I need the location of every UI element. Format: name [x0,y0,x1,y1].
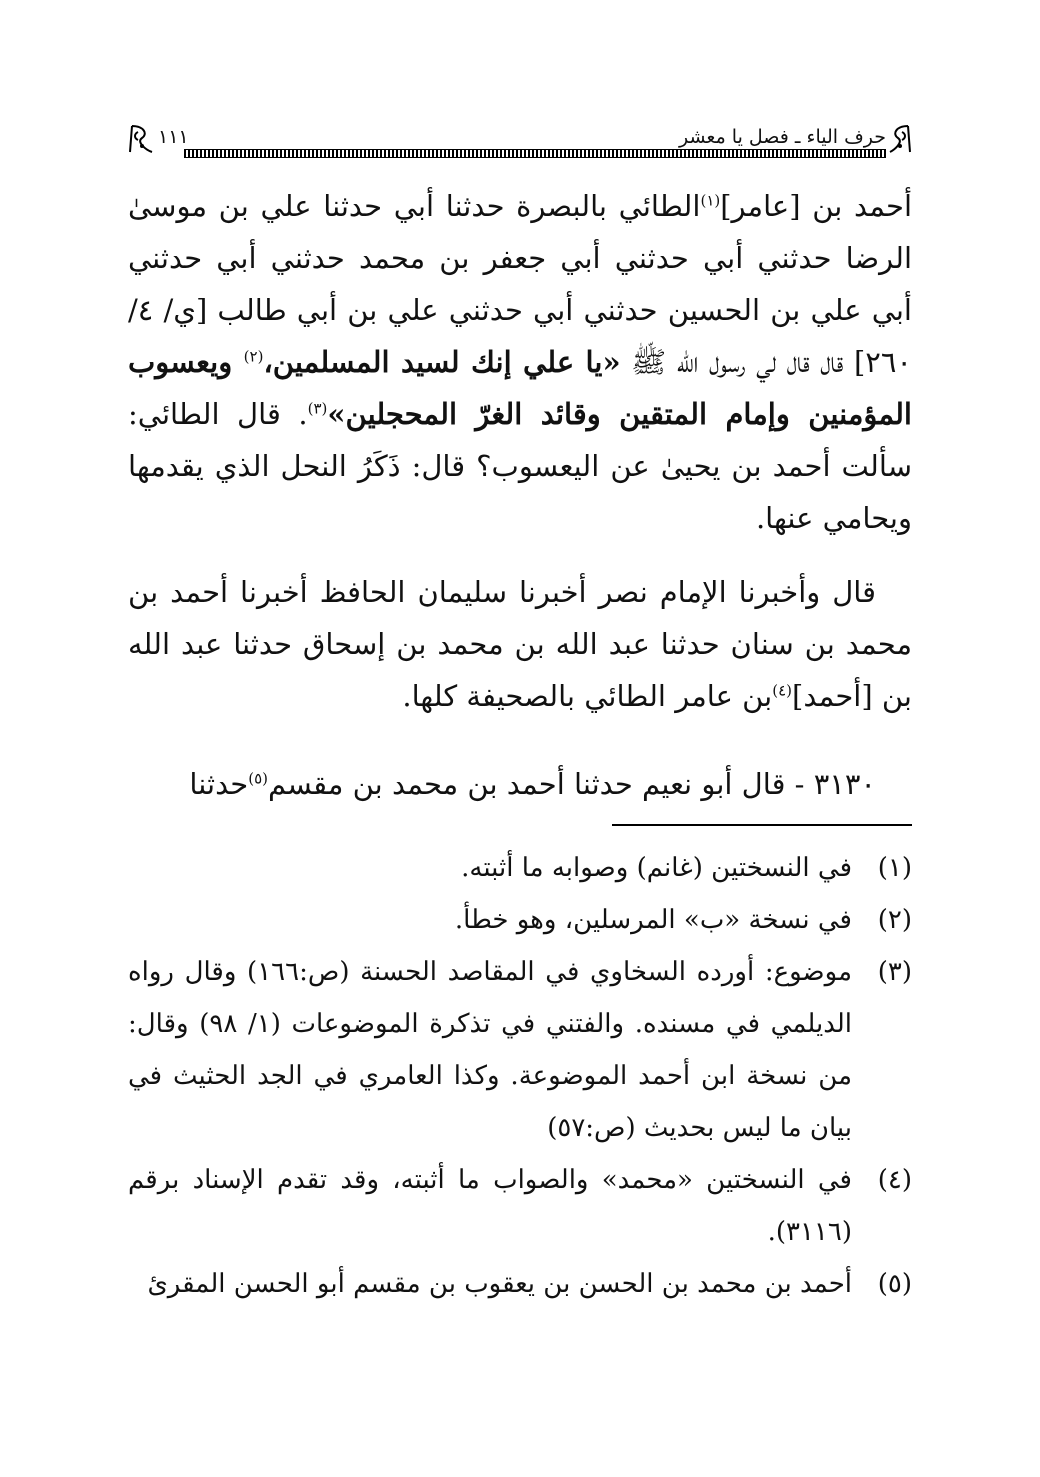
footnote-ref-5[interactable]: (٥) [248,769,269,788]
footnote-ref-1[interactable]: (١) [700,191,721,210]
footnote-3 [128,946,912,1154]
header-rule [184,149,886,158]
p3-text-2: حدثنا [189,767,249,801]
p1-text-2: الطائي بالبصرة حدثنا أبي حدثنا علي بن موسىٰ الرضا حدثني أبي حدثني أبي جعفر بن محمد حدثني أبي حدثني أبي علي بن الحسين حدثني أبي حدثني علي بن أبي طالب [ي/ ٤/ ٢٦٠] قال قال لي رسول الله ﷺ [128,189,912,379]
footnote-number: (٤) [877,1165,912,1195]
p2-text-1: قال وأخبرنا الإمام نصر أخبرنا سليمان الحافظ أخبرنا أحمد بن محمد بن سنان حدثنا عبد الله بن محمد بن إسحاق حدثنا عبد الله بن [أحمد] [128,575,912,713]
footnote-ref-2[interactable]: (٢) [243,347,264,366]
footnote-5 [128,1258,912,1310]
footnote-text: أحمد بن محمد بن الحسن بن يعقوب بن مقسم أبو الحسن المقرئ [147,1269,852,1299]
p1-text-1: أحمد بن [عامر] [720,189,913,223]
footnote-text: في النسختين (غانم) وصوابه ما أثبته. [461,853,852,883]
paragraph-3 [128,758,912,810]
header-page-number: ١١١ [158,126,189,148]
paragraph-2 [128,566,912,722]
p1-hadith-part-1: «يا علي إنك لسيد المسلمين، [263,345,621,379]
footnote-number: (٣) [877,957,912,987]
p2-text-2: بن عامر الطائي بالصحيفة كلها. [402,679,773,713]
footnote-number: (٥) [877,1269,912,1299]
footnote-text: في نسخة «ب» المرسلين، وهو خطأ. [454,905,852,935]
footnote-number: (٢) [877,905,912,935]
footnotes-list [128,842,912,1310]
footnote-divider [612,824,912,826]
paragraph-1 [128,180,912,544]
footnote-ref-4[interactable]: (٤) [772,681,793,700]
footnote-1 [128,842,912,894]
footnote-2 [128,894,912,946]
header-title: حرف الياء ـ فصل يا معشر [678,126,886,148]
footnote-text: في النسختين «محمد» والصواب ما أثبته، وقد تقدم الإسناد برقم (٣١١٦). [128,1165,852,1247]
header-ornament-right-icon [888,122,912,156]
footnote-ref-3[interactable]: (٣) [307,399,328,418]
page-header [128,122,912,170]
footnote-4 [128,1154,912,1258]
p3-text-1: ٣١٣٠ - قال أبو نعيم حدثنا أحمد بن محمد بن مقسم [268,767,876,801]
p1-text-3: . قال الطائي: سألت أحمد بن يحيىٰ عن اليعسوب؟ قال: ذَكَرُ النحل الذي يقدمها ويحامي عنها. [128,397,912,535]
p1-hadith-part-2: ويعسوب المؤمنين وإمام المتقين وقائد الغرّ المحجلين» [128,345,912,431]
footnote-number: (١) [877,853,912,883]
footnote-text: موضوع: أورده السخاوي في المقاصد الحسنة (ص:١٦٦) وقال رواه الديلمي في مسنده. والفتني في تذكرة الموضوعات (١/ ٩٨) وقال: من نسخة ابن أحمد الموضوعة. وكذا العامري في الجد الحثيث في بيان ما ليس بحديث (ص:٥٧) [128,957,853,1143]
header-ornament-left-icon [128,122,156,156]
